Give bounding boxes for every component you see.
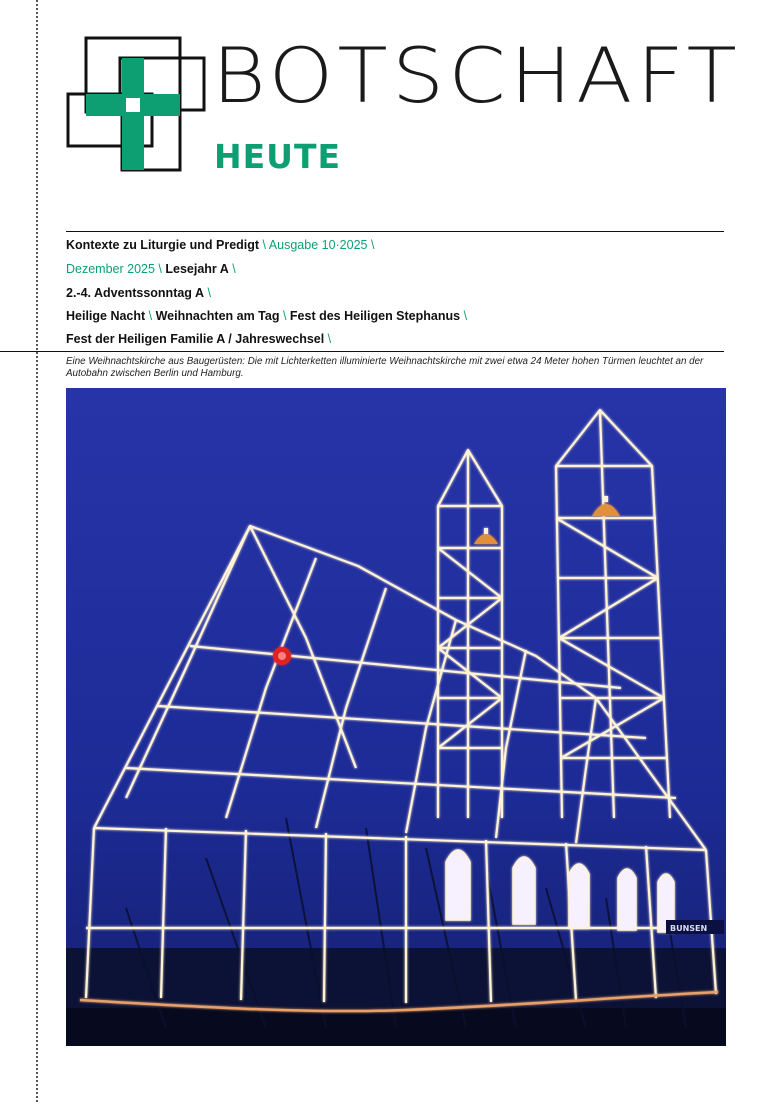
info-line-christmas <box>66 310 467 323</box>
photo-sign-text: BUNSEN <box>670 924 708 933</box>
photo-caption: Eine Weihnachtskirche aus Baugerüsten: Die mit Lichterketten illuminierte Weihnachtskirche mit zwei etwa 24 Meter hohen Türmen leuchtet an der Autobahn zwischen Berlin und Hamburg. <box>66 356 704 379</box>
top-rule <box>66 231 724 232</box>
separator: \ <box>154 262 166 276</box>
brand-subtitle: HEUTE <box>214 137 342 176</box>
cross-logo <box>66 36 206 172</box>
separator: \ <box>259 238 269 252</box>
dotted-margin-line <box>36 0 38 1102</box>
context-label: Kontexte zu Liturgie und Predigt <box>66 238 260 252</box>
stephanus-label: Fest des Heiligen Stephanus <box>289 309 461 323</box>
year-label: Lesejahr A <box>165 262 229 276</box>
christmas-day-label: Weihnachten am Tag <box>155 309 280 323</box>
separator: \ <box>279 309 290 323</box>
brand-title: BOTSCHAFT <box>212 31 742 120</box>
info-line-context <box>66 239 374 252</box>
separator: \ <box>324 332 332 346</box>
issue-label: Ausgabe 10·2025 <box>268 238 368 252</box>
separator: \ <box>228 262 236 276</box>
separator: \ <box>145 309 156 323</box>
bottom-rule <box>0 351 724 352</box>
month-label: Dezember 2025 <box>66 262 155 276</box>
family-label: Fest der Heiligen Familie A / Jahreswechsel <box>66 332 325 346</box>
advent-label: 2.-4. Adventssonntag A <box>66 286 204 300</box>
separator: \ <box>203 286 211 300</box>
holy-night-label: Heilige Nacht <box>66 309 146 323</box>
info-line-date <box>66 263 236 276</box>
info-line-advent <box>66 287 211 300</box>
info-line-family <box>66 333 331 346</box>
separator: \ <box>460 309 468 323</box>
church-photo <box>66 388 726 1046</box>
separator: \ <box>367 238 375 252</box>
